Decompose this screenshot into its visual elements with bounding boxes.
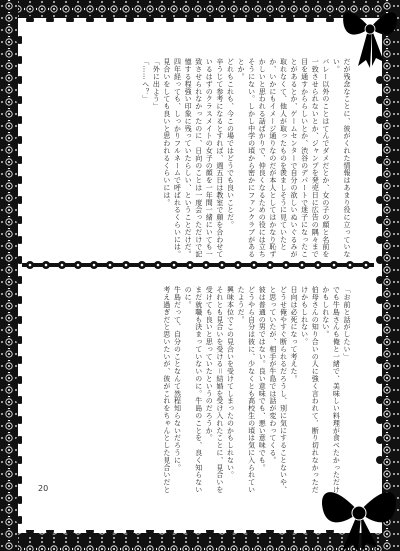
page-number: 20	[38, 484, 49, 493]
upper-text-block: だが残念なことに、彼がくれた情報はあまり役に立っていない。 バレー以外のことはてんでダメだとか、女の子の顔と名前を一致させられないとか、ジャンプを発売日に広告の隅々まで目を通すかららしいとか、渋谷のデパートで迷子になったことがあるとか、ゲームセンターで自分の欲しいぬいぐるみが取れなくて、他人が取ったものを羨ましそうに見ていたとか、いかにもイメージ通りなのだが本人としてはかなり恥ずかしいと思われる話ばかりで、仲良くなるための役には立ちそうにない。しかし中学の頃から密かにファンクラブがあるとか。 どれもこれも、今この場ではどうでも良いことだ。 辛うじて参考になるとすれば、週五日は教室で顔を合わせているはずのクラスメイトの女子の顔を一年間一緒にいても一致させられなかったのに、日向のことは一度会っただけで記憶する程強い印象に残っていたらしい、ということだけだ。 四年経っても、しっかりフルネームで呼ばれるくらいには。 見合いをしても良いと思われるくらいには。 「外に出よう」 「……へ？」	[141, 58, 351, 258]
ribbon-bow-icon-top-right	[340, 0, 400, 70]
page-body	[22, 22, 374, 530]
lower-text-block: 「お前と話がしたい」 でも牛島さんも俺と一緒で、美味しい料理が食べたかっただけかもしれない。 伯母さんの知り合いの人に強く言われて、断り切れなかっただけかもしれない。 日向は必死になって考えた。 どうせ俺やすぐ断られるだろうし、別に気にすることないや、と思っていたが、相手が牛島では話が変わってくる。 彼は普通の男ではない。良い意味でも、悪い意味でも。 どうやら自分は彼に、少なくとも高校生の頃は気に入られていたようだ。 興味本位でこの見合いを受けてしまったのかもしれない。 それとも見合いを受ける＝結婚を受け入れたことに、見合いを受けても良いと思っていたというのだろうか。 まだ就職も決まっていないのに。牛島のことを、良く知らないのに。 牛島だって、自分のことなんて然程知らないだろうに。 考え過ぎだと思いたいが、彼がこれをちゃんとした見合いだと	[162, 286, 351, 494]
ribbon-bow-icon-bottom-right	[318, 472, 400, 551]
